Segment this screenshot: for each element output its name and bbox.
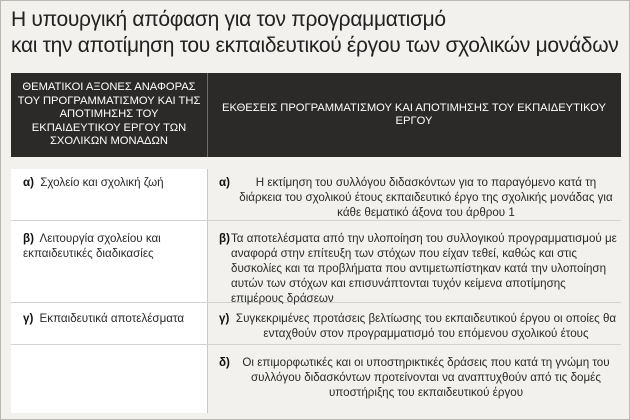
title-line-1: Η υπουργική απόφαση για τον προγραμματισμό (11, 8, 446, 31)
description-text: Η εκτίμηση του συλλόγου διδασκόντων για το παραγόμενο κατά τη διάρκεια του σχολικού έτους εκπαιδευτικό έργο της σχολικής μονάδας για κάθε θεματικό άξονα του άρθρου 1 (239, 176, 613, 219)
description-letter: γ) (219, 312, 230, 325)
category-cell (11, 169, 207, 190)
category-label: Εκπαιδευτικά αποτελέσματα (39, 312, 185, 325)
description-letter: α) (219, 176, 230, 189)
description-text: Συγκεκριμένες προτάσεις βελτίωσης του εκπαιδευτικού έργου οι οποίες θα ενταχθούν στον προγραμματισμό του επόμενου σχολικού έτους (235, 312, 617, 340)
category-cell (11, 303, 207, 326)
description-cell (219, 303, 619, 341)
description-cell (219, 221, 619, 306)
description-letter: δ) (219, 356, 230, 369)
table-header (11, 73, 621, 157)
category-letter: γ) (23, 312, 34, 325)
title-line-2: και την αποτίμηση του εκπαιδευτικού έργου των σχολικών μονάδων (11, 34, 619, 57)
description-text: Τα αποτελέσματα από την υλοποίηση του συλλογικού προγραμματισμού με αναφορά στην επίτευξη των στόχων που είχαν τεθεί, καθώς και στις δυσκολίες και τα προβλήματα που αντιμετωπίστηκαν κατά την υλοποίηση αυτών των στόχων και επισυνάπτονται τυχόν κείμενα αποτίμησης επιμέρους δράσεων (231, 232, 617, 305)
description-cell (219, 345, 619, 400)
category-letter: α) (23, 176, 34, 189)
category-letter: β) (23, 232, 34, 245)
table-body (11, 157, 621, 413)
table-row (11, 345, 621, 413)
category-cell (11, 345, 207, 366)
category-cell (11, 221, 207, 261)
table-row (11, 221, 621, 303)
table-row (11, 303, 621, 345)
header-thematic-axes: ΘΕΜΑΤΙΚΟΙ ΑΞΟΝΕΣ ΑΝΑΦΟΡΑΣ ΤΟΥ ΠΡΟΓΡΑΜΜΑΤΙΣΜΟΥ ΚΑΙ ΤΗΣ ΑΠΟΤΙΜΗΣΗΣ ΤΟΥ ΕΚΠΑΙΔΕΥΤΙΚΟΥ ΕΡΓΟΥ ΤΩΝ ΣΧΟΛΙΚΩΝ ΜΟΝΑΔΩΝ (17, 81, 201, 148)
description-text: Οι επιμορφωτικές και οι υποστηρικτικές δράσεις που κατά τη γνώμη του συλλόγου διδασκόντων προτείνονται να αναπτυχθούν από τις δομές υποστήριξης του εκπαιδευτικού έργου (242, 356, 610, 399)
category-label: Σχολείο και σχολική ζωή (40, 176, 164, 189)
description-cell (219, 169, 619, 220)
description-letter: β) (219, 232, 230, 245)
category-label: Λειτουργία σχολείου και εκπαιδευτικές διαδικασίες (23, 232, 161, 260)
header-reports: ΕΚΘΕΣΕΙΣ ΠΡΟΓΡΑΜΜΑΤΙΣΜΟΥ ΚΑΙ ΑΠΟΤΙΜΗΣΗΣ ΤΟΥ ΕΚΠΑΙΔΕΥΤΙΚΟΥ ΕΡΓΟΥ (221, 101, 606, 127)
infographic-title (11, 7, 623, 59)
table-row (11, 169, 621, 221)
